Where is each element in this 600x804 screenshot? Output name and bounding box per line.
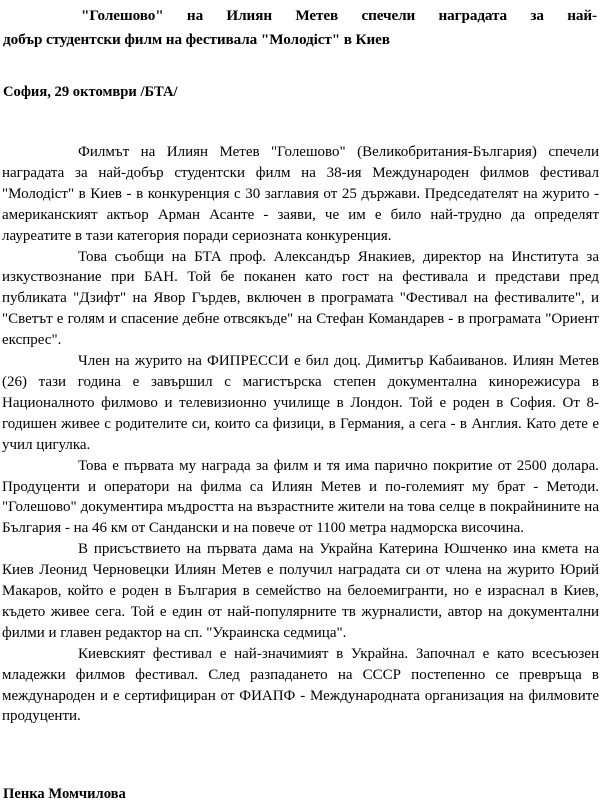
body-paragraph: Киевският фестивал е най-значимият в Украйна. Започнал е като всесъюзен младежки филмов фестивал. След разпадането на СССР постепенно се превръща в международен и е сертифициран от ФИАПФ - Международната организация на филмовите продуценти. bbox=[2, 645, 599, 725]
body-paragraph: Член на журито на ФИПРЕССИ е бил доц. Димитър Кабаиванов. Илиян Метев (26) тази година е завършил с магистърска степен документална кинорежисура в Националното филмово и телевизионно училище в Лондон. Той е роден в София. От 8-годишен живее с родителите си, които са физици, в Германия, а сега - в Англия. Като дете е учил цигулка. bbox=[2, 353, 599, 453]
author-signature: Пенка Момчилова bbox=[3, 786, 126, 802]
body-paragraph: Филмът на Илиян Метев "Голешово" (Великобритания-България) спечели наградата за най-добър студентски филм на 38-ия Международен филмов фестивал "Молодіст" в Киев - в конкуренция с 30 заглавия от 25 държави. Председателят на журито - американският актьор Арман Асанте - заяви, че им е било най-трудно да определят лауреатите в тази категория поради сериозната конкуренция. bbox=[2, 144, 599, 244]
dateline: София, 29 октомври /БТА/ bbox=[3, 84, 178, 100]
body-paragraph: Това съобщи на БТА проф. Александър Янакиев, директор на Института за изкуствознание при БАН. Той бе поканен като гост на фестивала и представи пред публиката "Дзифт" на Явор Гърдев, включен в програмата "Фестивал на фестивалите", и "Светът е голям и спасение дебне отвсякъде" на Стефан Командарев - в програмата "Ориент експрес". bbox=[2, 248, 599, 349]
article-body bbox=[2, 142, 599, 727]
page-title bbox=[3, 4, 598, 52]
body-paragraph: В присъствието на първата дама на Украйна Катерина Юшченко ина кмета на Киев Леонид Черновецки Илиян Метев е получил наградата си от члена на журито Юрий Макаров, който е роден в България в семейство на белоемигранти, но е израснал в Киев, където живее сега. Той е един от най-популярните тв журналисти, автор на документални филми и главен редактор на сп. "Украинска седмица". bbox=[2, 541, 599, 641]
body-paragraph: Това е първата му награда за филм и тя има парично покритие от 2500 долара. Продуценти и оператори на филма са Илиян Метев и по-големият му брат - Методи. "Голешово" документира мъдростта на възрастните жители на това селце в покрайнините на България - на 46 км от Сандански и на повече от 1100 метра надморска височина. bbox=[2, 457, 599, 537]
headline-line-1: "Голешово" на Илиян Метев спечели наградата за най- bbox=[81, 7, 597, 24]
headline-line-2: добър студентски филм на фестивала "Молодіст" в Киев bbox=[3, 31, 390, 48]
